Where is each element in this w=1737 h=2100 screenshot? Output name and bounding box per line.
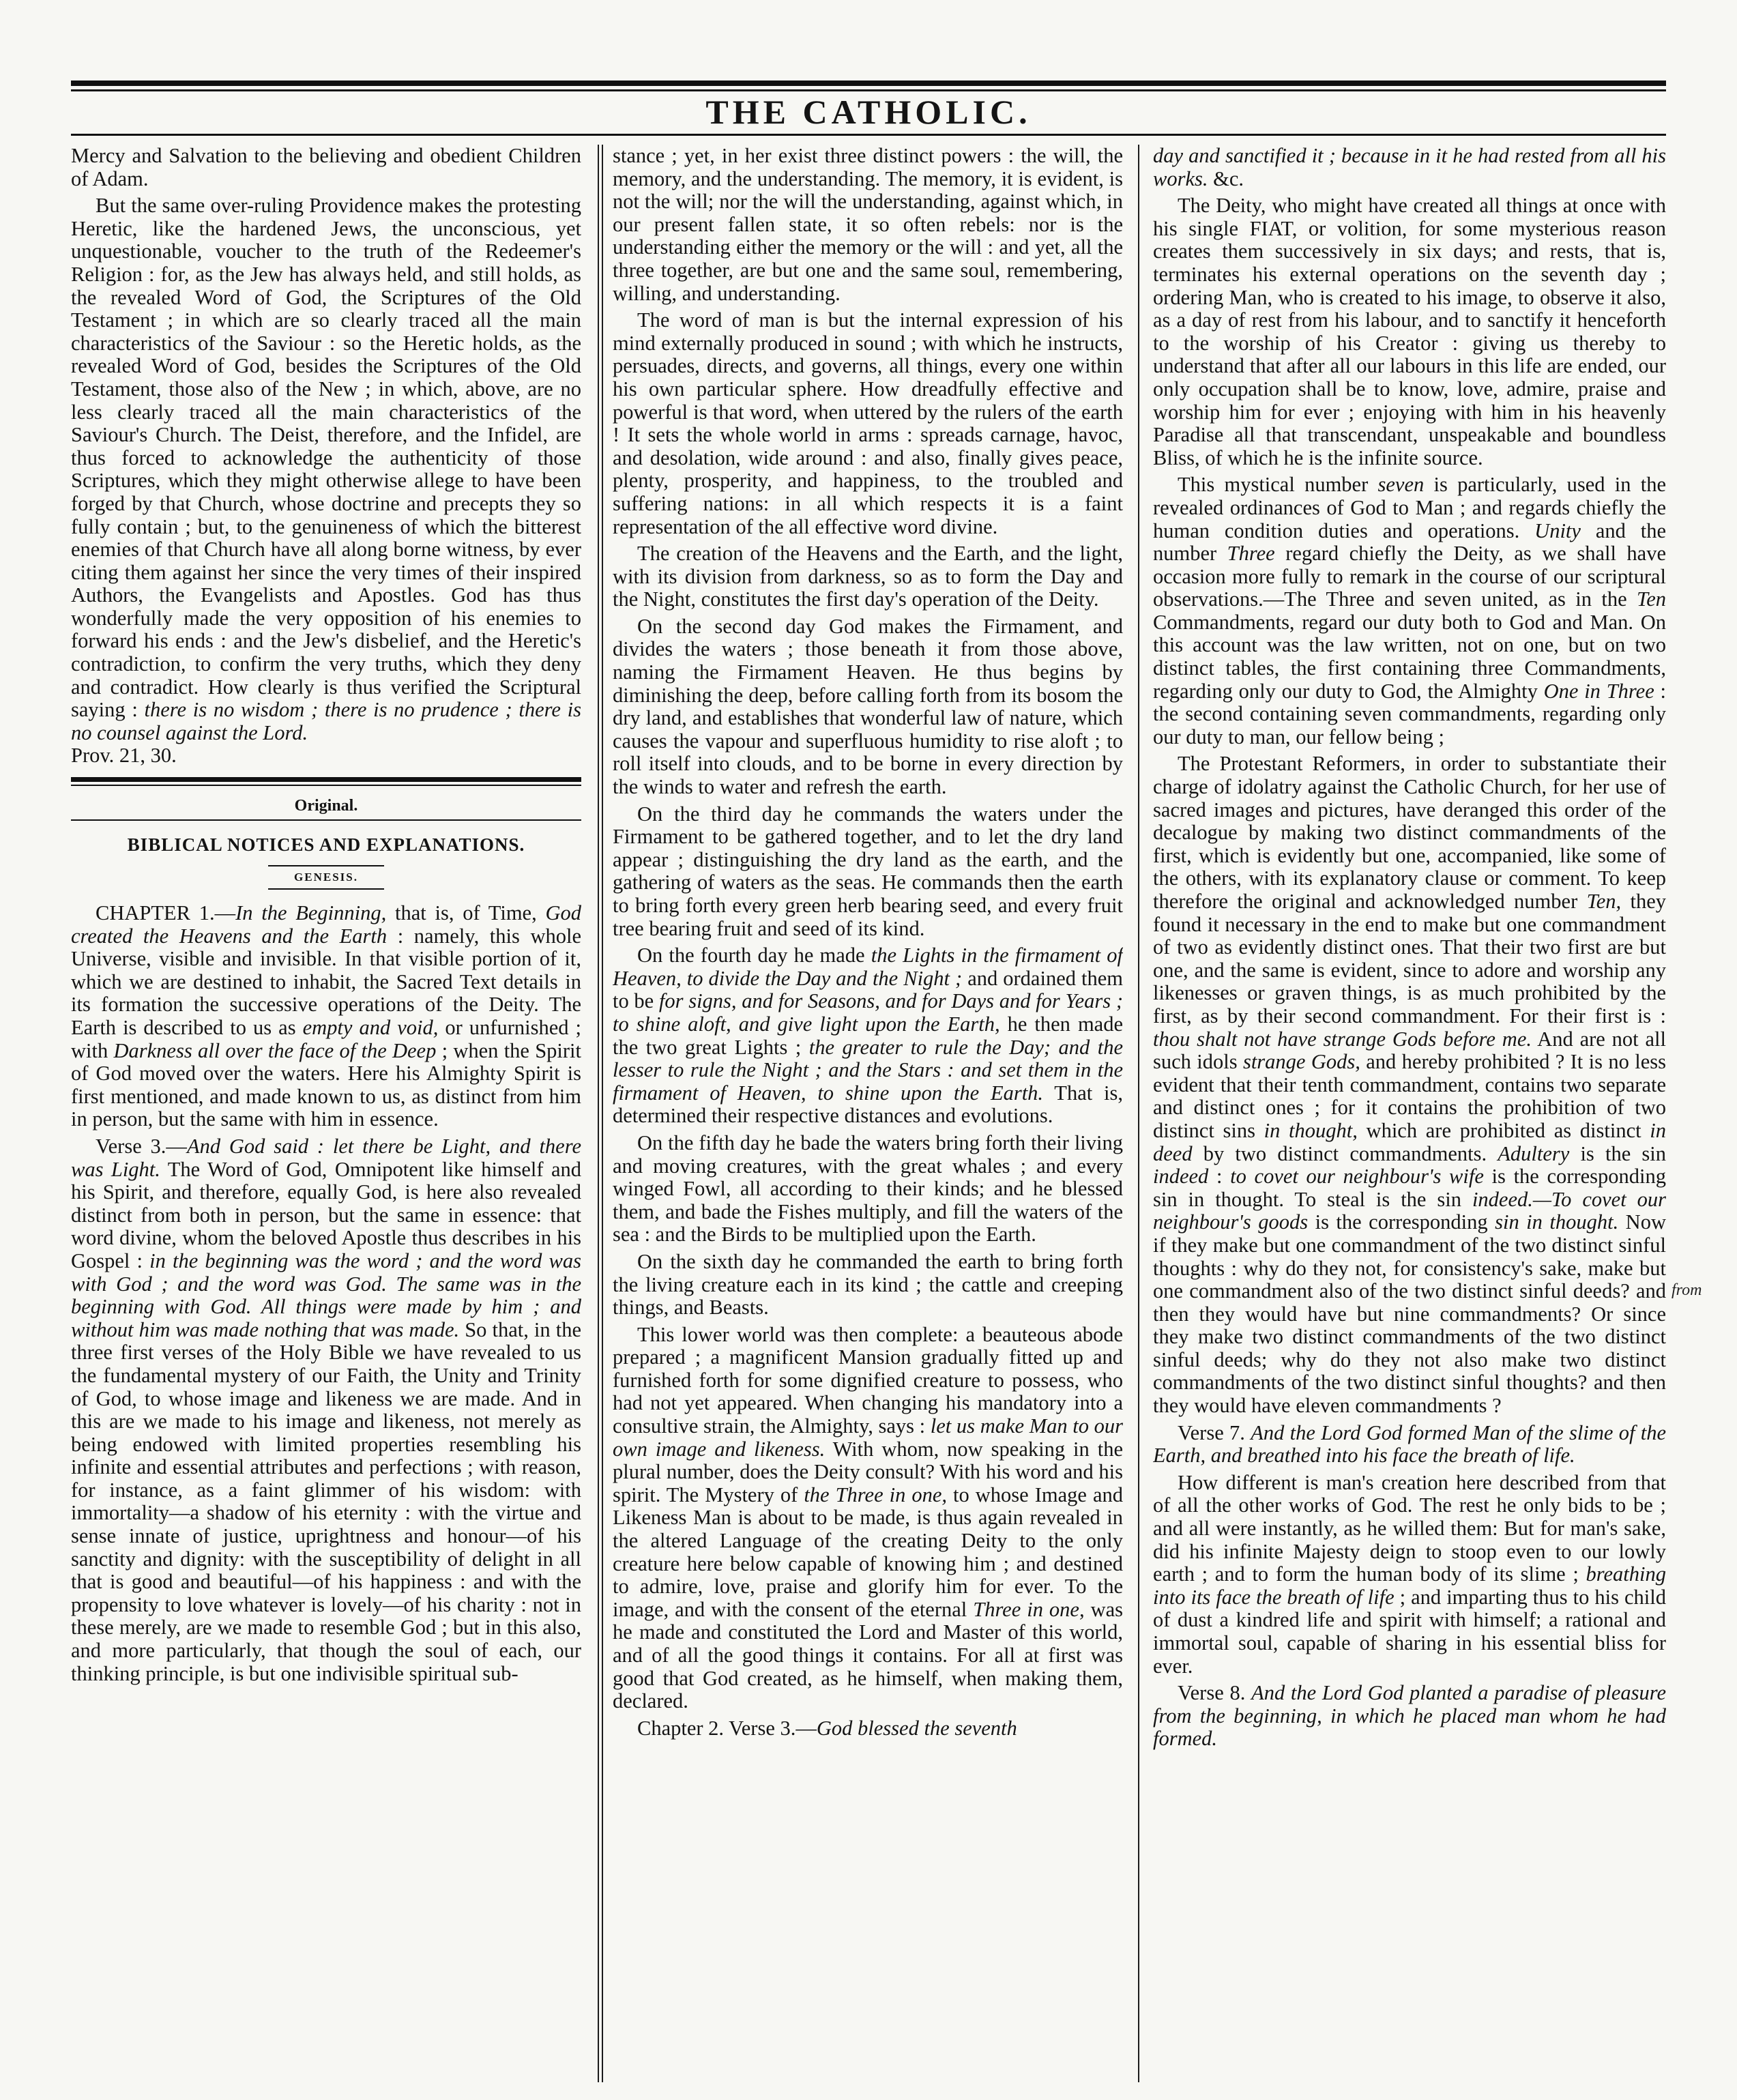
text: or unfurnished ; with — [71, 1016, 581, 1062]
text: &c. — [1208, 166, 1244, 190]
paragraph: Mercy and Salvation to the believing and obedient Children of Adam. — [71, 145, 581, 190]
quotation: And the Lord God formed Man of the slime of the Earth, and breathed into his face the breath of life. — [1153, 1420, 1666, 1468]
quotation: in thought, — [1264, 1118, 1358, 1142]
quotation: Three in one, — [973, 1597, 1085, 1621]
quotation: seven — [1377, 473, 1425, 497]
quotation: there is no wisdom ; there is no prudence ; there is no counsel against the Lord. — [71, 698, 581, 744]
quotation: breathing into its face the breath of life — [1153, 1562, 1666, 1609]
masthead-rule-top — [71, 81, 1666, 86]
text: : the second containing seven commandments, regarding only our duty to man, our fellow being ; — [1153, 679, 1666, 748]
section-rule — [71, 777, 581, 782]
chapter-label: CHAPTER 1.— — [96, 901, 236, 925]
paragraph: The Deity, who might have created all things at once with his single FIAT, or volition, for some mysterious reason creates them successively in six days; and rests, that is, terminates his external operations on the seventh day ; ordering Man, who is created to his image, to observe it also, as a day of rest from his labour, and to sanctify it henceforth to the worship of his Creator : giving us thereby to understand that after all our labours in this life are ended, our only occupation shall be to know, love, admire, praise and worship him for ever ; enjoying with him in his heavenly Paradise all that transcendant, unspeakable and boundless Bliss, of which he is the infinite source. — [1153, 194, 1666, 469]
paragraph: On the fifth day he bade the waters bring forth their living and moving creatures, with the great whales ; and every winged Fowl, all according to their kinds; and he blessed them, and bade the Fishes multiply, and fill the waters of the sea : and the Birds to be multiplied upon the Earth. — [613, 1131, 1123, 1246]
paragraph — [1153, 473, 1666, 748]
text: regard chiefly the Deity, as we shall have occasion more fully to remark in the course of our scriptural observations.—The Three and seven united, as in the — [1153, 542, 1666, 611]
quotation: Three — [1227, 542, 1275, 566]
column-divider — [1138, 145, 1139, 2082]
section-rule — [71, 785, 581, 786]
quotation: Adultery — [1498, 1141, 1570, 1165]
verse-label: Verse 7. — [1178, 1420, 1251, 1444]
paragraph: The word of man is but the internal expression of his mind externally produced in sound ; with which he instructs, persuades, directs, and governs, all things, every one within his own particular sphere. How dreadfully effective and powerful is that word, when uttered by the rulers of the earth ! It sets the whole world in arms : spreads carnage, havoc, and desolation, wide around : and also, finally gives peace, plenty, prosperity, and happiness, to the troubled and suffering nations: in all which respects it is a faint representation of the all effective word divine. — [613, 308, 1123, 538]
text: This lower world was then complete: a beauteous abode prepared ; a magnificent Mansion gradually fitted up and furnished forth for some dignified creature to possess, who had not yet appeared. When changing his mandatory into a consultive strain, the Almighty, says : — [613, 1322, 1123, 1438]
text: which are prohibited as distinct — [1357, 1118, 1650, 1142]
quotation: the Lights in the firmament of Heaven, to divide the Day and the Night ; — [613, 944, 1123, 990]
margin-annotation: from — [1672, 1281, 1702, 1299]
quotation: to covet our neighbour's wife — [1230, 1165, 1484, 1188]
verse-label: Chapter 2. Verse 3.— — [637, 1716, 817, 1740]
text: : — [1208, 1165, 1231, 1188]
paragraph — [71, 902, 581, 1131]
text: How different is man's creation here described from that of all the other works of God. The rest he only bids to be ; and all were instantly, as he willed them: But for man's sake, did his infinite Majesty deign to stoop even to our lowly earth ; and to form the human body of its slime ; — [1153, 1470, 1666, 1586]
quotation: God created the Heavens and the Earth — [71, 901, 581, 948]
paragraph: stance ; yet, in her exist three distinct powers : the will, the memory, and the understanding. The memory, it is evident, is not the will; nor the will the understanding, against which, in our present fallen state, it so often rebels: nor is the understanding either the memory or the will : and yet, all the three together, are but one and the same soul, remembering, willing, and understanding. — [613, 145, 1123, 305]
quotation: day and sanctified it ; because in it he had rested from all his works. — [1153, 145, 1666, 190]
quotation: indeed.—To covet our neighbour's goods — [1153, 1187, 1666, 1234]
heading-rule — [268, 888, 384, 890]
paragraph: On the sixth day he commanded the earth to bring forth the living creature each in its kind ; the cattle and creeping things, and Beasts. — [613, 1249, 1123, 1319]
text: that is, of Time, — [386, 901, 546, 925]
quotation: the greater to rule the Day; and the lesser to rule the Night ; and the Stars : and set them in the firmament of Heaven, to shine upon the Earth. — [613, 1035, 1123, 1105]
text: and the number — [1153, 519, 1666, 566]
quotation: in the beginning was the word ; and the word was with God ; and the word was God. The same was in the beginning with God. All things were made by him ; and without him was made nothing that was made. — [71, 1249, 581, 1341]
paragraph — [613, 1324, 1123, 1713]
quotation: sin in thought. — [1495, 1210, 1619, 1234]
text: The Protestant Reformers, in order to substantiate their charge of idolatry against the Catholic Church, for her use of sacred images and pictures, have deranged this order of the decalogue by making two distinct commandments of the first, which is evidently but one, accompanied, like some of the others, with its explanatory clause or comment. To keep therefore the original and acknowledged number — [1153, 752, 1666, 913]
quotation: empty and void, — [302, 1016, 439, 1039]
text: is the corresponding sin in thought. To steal is the sin — [1153, 1165, 1666, 1211]
text: by two distinct commandments. — [1192, 1141, 1498, 1165]
text: is particularly, used in the revealed ordinances of God to Man ; and regards chiefly the human condition duties and operations. — [1153, 473, 1666, 542]
text: ; when the Spirit of God moved over the waters. Here his Almighty Spirit is first mentioned, and made known to us, as distinct from him in person, but the same with him in essence. — [71, 1038, 581, 1131]
quotation: strange Gods, — [1242, 1050, 1360, 1074]
quotation: let us make Man to our own image and likeness. — [613, 1414, 1123, 1461]
quotation: God blessed the seventh — [816, 1716, 1017, 1740]
quotation: thou shalt not have strange Gods before me. — [1153, 1027, 1532, 1051]
column-3 — [1153, 145, 1666, 2082]
text: Commandments, regard our duty both to God and Man. On this account was the law written, not on one, but on two distinct tables, the first containing three Commandments, regarding only our duty to God, the Almighty — [1153, 610, 1666, 703]
article-heading: BIBLICAL NOTICES AND EXPLANATIONS. — [127, 834, 525, 856]
text: The Word of God, Omnipotent like himself and his Spirit, and therefore, equally God, is here also revealed distinct from both in person, but the same in essence: that word divine, whom the beloved Apostle thus describes in his Gospel : — [71, 1157, 581, 1272]
verse-label: Verse 3.— — [96, 1134, 187, 1158]
paragraph — [1153, 1682, 1666, 1751]
text: So that, in the three first verses of the Holy Bible we have revealed to us the fundamental mystery of our Faith, the Unity and Trinity of God, to whose image and likeness we are made. And in this are we made to his image and likeness, not merely as being endowed with limited properties resembling his infinite and essential attributes and perfections ; with reason, for instance, as a faint glimmer of his wisdom: with immortality—a shadow of his eternity : with the virtue and sense innate of justice, uprightness and honour—of his sanctity and dignity: with the susceptibility of delight in all that is good and beautiful—of his happiness : and with the propensity to love whatever is lovely—of his charity : not in these merely, are we made to resemble God ; but in this also, and more particularly, that though the soul of each, our thinking principle, is but one indivisible spiritual sub- — [71, 1317, 581, 1685]
text: But the same over-ruling Providence makes the protesting Heretic, like the hardened Jews, the unconscious, yet unquestionable, voucher to the truth of the Redeemer's Religion : for, as the Jew has always held, and still holds, as the revealed Word of God, the Scriptures of the Old Testament ; in which are so clearly traced all the main characteristics of the Saviour : so the Heretic holds, as the revealed Word of God, besides the Scriptures of the Old Testament, those also of the New ; in which, above, are no less clearly traced all the main characteristics of the Saviour's Church. The Deist, therefore, and the Infidel, are thus forced to acknowledge the authenticity of those Scriptures, which they might otherwise allege to have been forged by that Church, whose doctrine and precepts they so fully contain ; but, to the genuineness of which the bitterest enemies of that Church have all along borne witness, by ever citing them against her since the very times of their inspired Authors, the Evangelists and Apostles. God has thus wonderfully made the very opposition of his enemies to forward his ends : and the Jew's disbelief, and the Heretic's contradiction, to confirm the very truths, which they deny and contradict. How clearly is thus verified the Scriptural saying : — [71, 194, 581, 722]
text: to whose Image and Likeness Man is about to be made, is thus again revealed in the altered Language of the creating Deity to the only creature here below capable of knowing him ; and destined to admire, love, praise and glorify him for ever. To the image, and with the consent of the eternal — [613, 1483, 1123, 1621]
text: was he made and constituted the Lord and Master of this world, and of all the good things it contains. For all at first was good that God created, as he himself, when making them, declared. — [613, 1597, 1123, 1713]
quotation: the Three in one, — [804, 1483, 948, 1506]
verse-label: Verse 8. — [1178, 1681, 1252, 1705]
text: That is, determined their respective distances and evolutions. — [613, 1081, 1123, 1128]
text: and hereby prohibited ? It is no less evident that their tenth commandment, contains two separate and distinct ones ; for it contains the prohibition of two distinct sins — [1153, 1050, 1666, 1142]
text: and ordained them to be — [613, 966, 1123, 1013]
quotation: in deed — [1153, 1118, 1666, 1165]
text: is the sin — [1569, 1141, 1666, 1165]
quotation: And the Lord God planted a paradise of pleasure from the beginning, in which he placed man whom he had formed. — [1153, 1681, 1666, 1751]
column-divider — [602, 145, 603, 2082]
section-rule — [71, 819, 581, 821]
quotation: Ten, — [1586, 890, 1622, 913]
quotation: indeed — [1153, 1165, 1209, 1188]
column-2 — [613, 145, 1123, 2082]
text: This mystical number — [1178, 473, 1378, 497]
paragraph — [1153, 1422, 1666, 1468]
quotation: Unity — [1534, 519, 1581, 542]
text: is the corresponding — [1308, 1210, 1495, 1234]
paragraph — [1153, 145, 1666, 190]
column-1 — [71, 145, 581, 2082]
text: he then made the two great Lights ; — [613, 1012, 1123, 1059]
text: they found it necessary in the end to make but one commandment of two as evidently distinct ones. That their two first are but one, and the same is evident, since to adore and worship any likenesses or graven things, is as much prohibited by the first, as by their second commandment. For their first is : — [1153, 890, 1666, 1027]
column-divider — [598, 145, 599, 2082]
section-label: Original. — [294, 797, 358, 815]
quotation: In the Beginning, — [235, 901, 387, 925]
quotation: Darkness all over the face of the Deep — [113, 1038, 437, 1062]
quotation: for signs, and for Seasons, and for Days and for Years ; to shine aloft, and give light upon the Earth, — [613, 989, 1123, 1036]
text: On the fourth day he made — [637, 944, 871, 967]
masthead-rule-bottom — [71, 134, 1666, 136]
paragraph: On the third day he commands the waters under the Firmament to be gathered together, and to let the dry land appear ; distinguishing the dry land as the earth, and the gathering of waters as the seas. He commands then the earth to bring forth every green herb bearing seed, and every fruit tree bearing fruit and seed of its kind. — [613, 802, 1123, 940]
paragraph — [613, 944, 1123, 1128]
paragraph: On the second day God makes the Firmament, and divides the waters ; those beneath it from those above, naming the Firmament Heaven. He thus begins by diminishing the deep, before calling forth from its bosom the dry land, and establishes that wonderful law of nature, which causes the vapour and superfluous humidity to rise aloft ; to roll itself into clouds, and to be borne in every direction by the winds to water and refresh the earth. — [613, 614, 1123, 799]
quotation: One in Three — [1543, 679, 1654, 703]
text: With whom, now speaking in the plural number, does the Deity consult? With his word and his spirit. The Mystery of — [613, 1437, 1123, 1506]
text: : namely, this whole Universe, visible and invisible. In that visible portion of it, which we are destined to inhabit, the Sacred Text details in its formation the successive operations of the Deity. The Earth is described to us as — [71, 924, 581, 1039]
quotation: Ten — [1637, 587, 1666, 611]
paragraph — [1153, 1472, 1666, 1678]
text: Now if they make but one commandment of the two distinct sinful thoughts : why do they not, for consistency's sake, make but one commandment also of the two distinct sinful deeds? and then they would have but nine commandments? Or since they make two distinct commandments of the two distinct sinful deeds; why do they not also make two distinct commandments of the two distinct sinful thoughts? and then they would have eleven commandments ? — [1153, 1210, 1666, 1418]
heading-rule — [268, 865, 384, 866]
paragraph: The creation of the Heavens and the Earth, and the light, with its division from darkness, so as to form the Day and the Night, constitutes the first day's operation of the Deity. — [613, 542, 1123, 611]
paragraph — [1153, 753, 1666, 1417]
quotation: And God said : let there be Light, and there was Light. — [71, 1134, 581, 1181]
paragraph — [71, 1135, 581, 1685]
scripture-reference: Prov. 21, 30. — [71, 744, 177, 768]
text: And are not all such idols — [1153, 1027, 1666, 1074]
paragraph — [71, 194, 581, 768]
masthead-title: THE CATHOLIC. — [705, 93, 1032, 131]
text: ; and imparting thus to his child of dust a kindred life and spirit with himself; a rational and immortal soul, capable of sharing in his essential bliss for ever. — [1153, 1585, 1666, 1678]
paragraph — [613, 1717, 1123, 1740]
article-subheading: GENESIS. — [294, 871, 358, 884]
